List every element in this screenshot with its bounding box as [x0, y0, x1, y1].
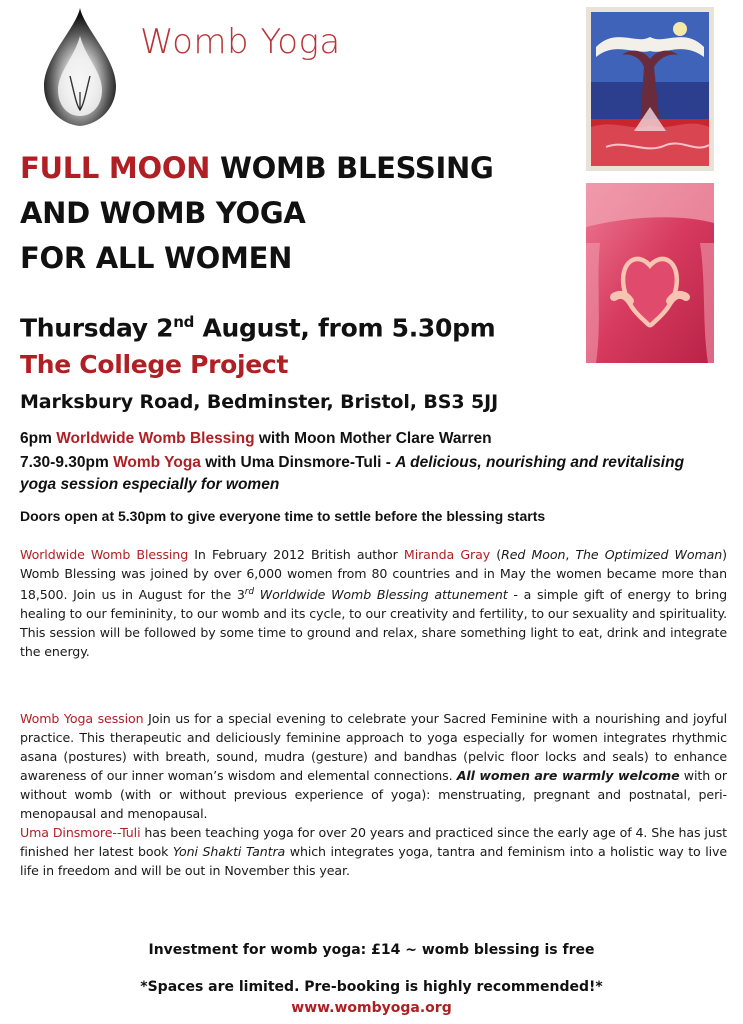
schedule-item-yoga: [20, 452, 720, 496]
schedule-title: Worldwide Womb Blessing: [56, 430, 255, 447]
spaces-notice: *Spaces are limited. Pre-booking is highly recommended!*: [140, 979, 603, 995]
brand-name: Womb Yoga: [140, 22, 341, 62]
headline-line-2: AND WOMB YOGA: [20, 196, 306, 230]
schedule-detail: with Moon Mother Clare Warren: [254, 430, 492, 447]
website-link[interactable]: www.wombyoga.org: [291, 1000, 452, 1016]
section-title: Worldwide Womb Blessing: [20, 547, 189, 562]
paragraph-text: - a simple gift of energy to bring healing to our femininity, to our womb and its cycle, to our creativity and fertility, to our sexuality and spirituality. This session will be followed by some time to ground and relax, share something light to eat, drink and integrate the energy.: [20, 587, 727, 660]
date-prefix: Thursday 2: [20, 313, 174, 343]
section-title: Womb Yoga session: [20, 711, 144, 726]
attunement-name: Worldwide Womb Blessing attunement: [254, 587, 508, 603]
date-suffix: August, from 5.30pm: [194, 313, 496, 343]
doors-notice: Doors open at 5.30pm to give everyone time to settle before the blessing starts: [20, 508, 546, 524]
yoga-paragraph: [20, 709, 727, 880]
paragraph-text: Join us for a special evening to celebrate your Sacred Feminine with a nourishing and joyful practice. This therapeutic and deliciously feminine approach to yoga especially for women integrates rhythmic asana (postures) with breath, sound, mudra (gesture) and bandhas (pelvic floor locks and seals) to enhance awareness of our inner woman’s wisdom and elemental connections.: [20, 711, 728, 783]
book-title: The Optimized Woman: [575, 547, 723, 562]
event-venue: The College Project: [20, 350, 289, 379]
headline: [20, 146, 580, 281]
headline-line-1: [20, 146, 580, 191]
date-superscript: nd: [173, 313, 195, 331]
blessing-paragraph: [20, 545, 727, 661]
schedule-title: Womb Yoga: [113, 454, 201, 471]
event-address: Marksbury Road, Bedminster, Bristol, BS3 5JJ: [20, 391, 499, 413]
investment-line: Investment for womb yoga: £14 ~ womb blessing is free: [148, 942, 595, 958]
schedule-detail: with Uma Dinsmore-Tuli -: [200, 454, 396, 471]
book-title: Yoni Shakti Tantra: [172, 844, 286, 859]
paragraph-text: In February 2012 British author: [188, 547, 404, 562]
paragraph-text: which integrates yoga, tantra and feminism into a holistic way to live life in freedom and will be out in November this year.: [20, 844, 728, 878]
author-name: Miranda Gray: [403, 547, 491, 562]
paragraph-text: ) Womb Blessing was joined by over 6,000 women from 80 countries and in May the women became more than 18,500. Join us in August for the 3: [20, 547, 727, 603]
paragraph-text: with or without womb (with or without previous experience of yoga): menstruating, pregnant and postnatal, peri-menopausal and menopausal.: [20, 768, 727, 821]
schedule-description: A delicious, nourishing and revitalising yoga session especially for women: [20, 454, 685, 493]
headline-highlight: FULL MOON: [20, 151, 211, 185]
paragraph-text: (: [490, 547, 502, 562]
schedule-time: 6pm: [20, 430, 57, 447]
headline-line-1-rest: WOMB BLESSING: [210, 151, 494, 185]
schedule-time: 7.30-9.30pm: [20, 454, 114, 471]
headline-line-3: FOR ALL WOMEN: [20, 241, 293, 275]
paragraph-text: has been teaching yoga for over 20 years and practiced since the early age of 4. She has just finished her latest book: [20, 825, 728, 859]
event-date: [20, 313, 495, 342]
womb-mudra-hands-photo: [586, 183, 714, 363]
womb-yoga-logo-icon: [40, 6, 120, 128]
paragraph-text: ,: [565, 547, 576, 562]
teacher-name: Uma Dinsmore--Tuli: [20, 825, 141, 840]
ordinal-superscript: rd: [244, 587, 255, 597]
book-title: Red Moon: [501, 547, 566, 562]
tree-of-life-painting: [586, 7, 714, 171]
schedule-item-blessing: [20, 430, 492, 448]
welcome-emphasis: All women are warmly welcome: [456, 768, 680, 783]
